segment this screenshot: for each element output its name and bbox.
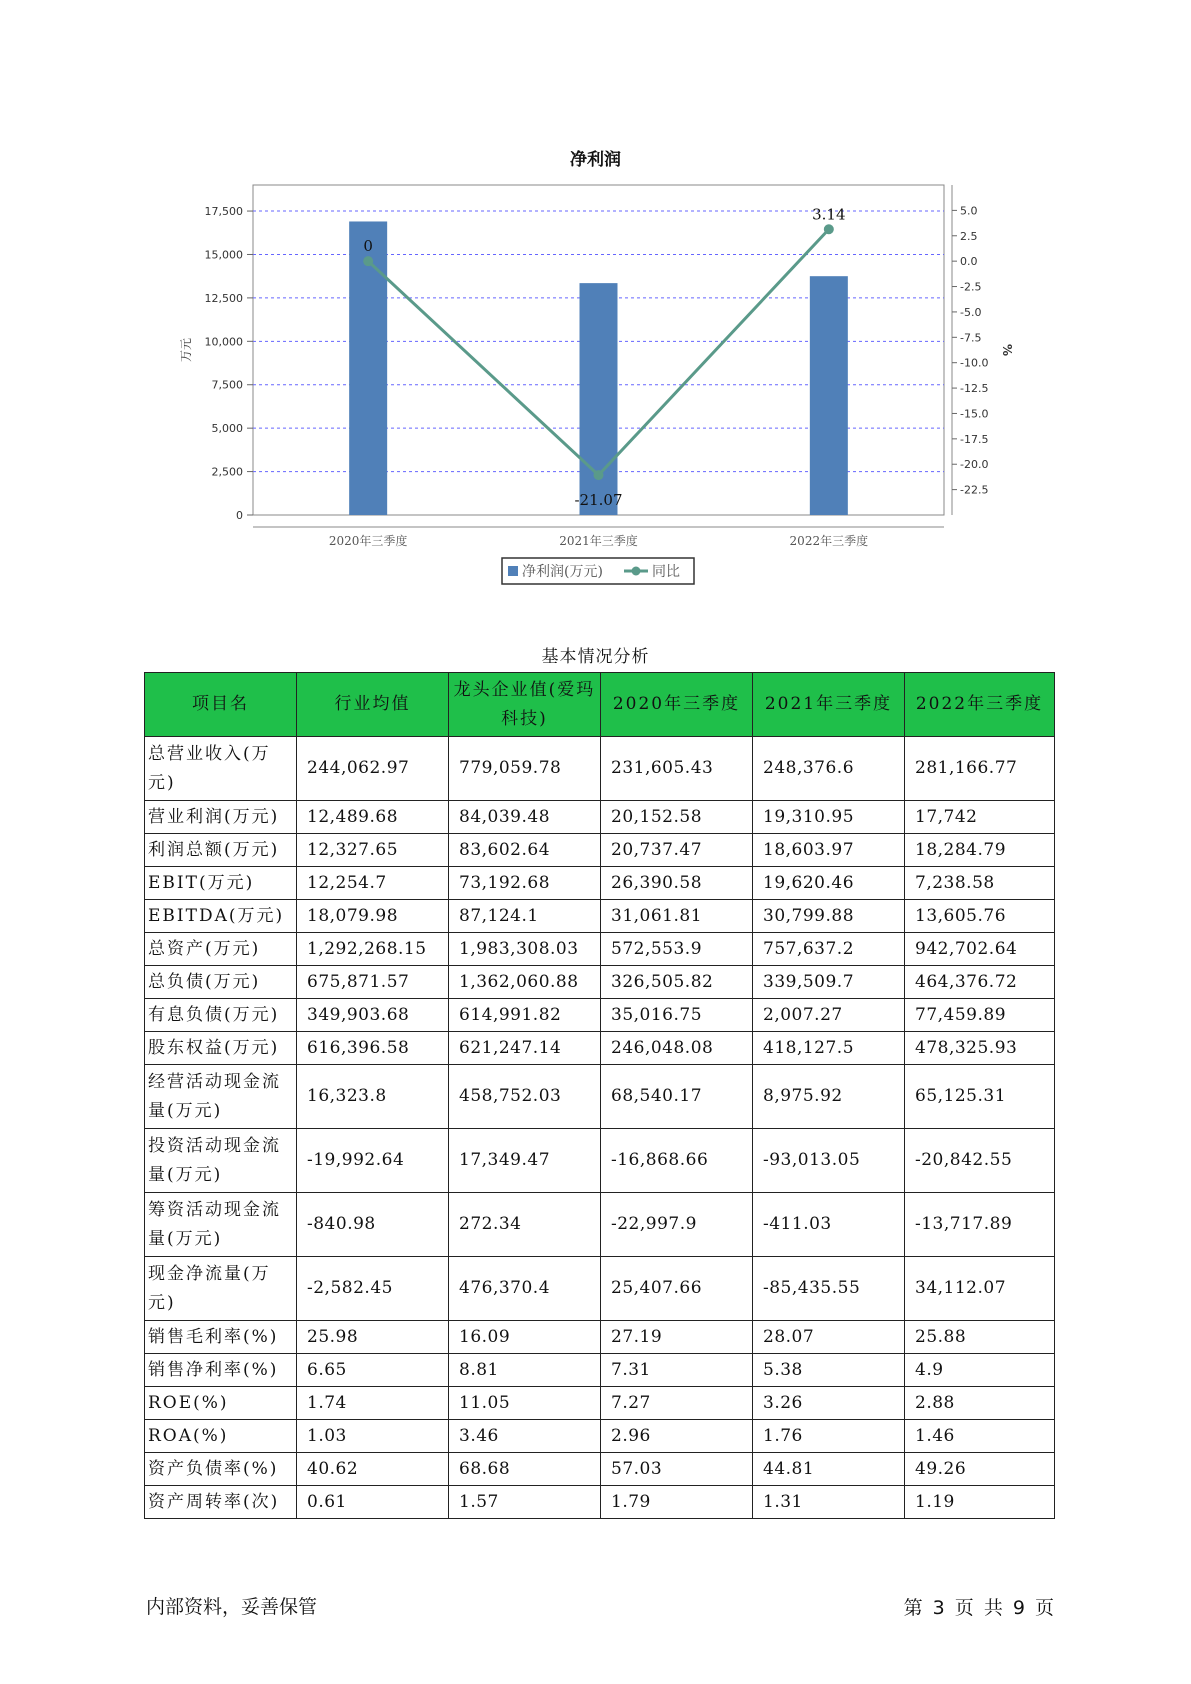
row-value-cell: -22,997.9 xyxy=(601,1193,753,1257)
row-item-name: 经营活动现金流量(万元) xyxy=(145,1065,297,1129)
row-value-cell: 13,605.76 xyxy=(905,900,1055,933)
table-row xyxy=(145,1486,1055,1519)
row-value-cell: 1.57 xyxy=(449,1486,601,1519)
row-value-cell: 20,152.58 xyxy=(601,801,753,834)
left-axis-tick-label: 2,500 xyxy=(211,465,243,479)
footer-page-number: 第 3 页 共 9 页 xyxy=(903,1597,1054,1619)
row-value-cell: 572,553.9 xyxy=(601,933,753,966)
row-value-cell: 12,254.7 xyxy=(297,867,449,900)
row-value-cell: 7.27 xyxy=(601,1387,753,1420)
row-value-cell: 1.76 xyxy=(753,1420,905,1453)
basic-analysis-table xyxy=(144,672,1055,1519)
table-row xyxy=(145,1065,1055,1129)
table-row xyxy=(145,999,1055,1032)
table-row xyxy=(145,867,1055,900)
row-value-cell: 1.03 xyxy=(297,1420,449,1453)
row-value-cell: 8,975.92 xyxy=(753,1065,905,1129)
table-row xyxy=(145,1354,1055,1387)
row-item-name: 利润总额(万元) xyxy=(145,834,297,867)
table-row xyxy=(145,1453,1055,1486)
row-value-cell: 1,362,060.88 xyxy=(449,966,601,999)
right-axis-tick-label: 5.0 xyxy=(960,204,978,218)
row-value-cell: -2,582.45 xyxy=(297,1257,449,1321)
right-axis-tick-label: -7.5 xyxy=(960,331,982,345)
row-value-cell: 458,752.03 xyxy=(449,1065,601,1129)
net-profit-chart xyxy=(0,0,1191,600)
row-value-cell: 942,702.64 xyxy=(905,933,1055,966)
row-value-cell: 2,007.27 xyxy=(753,999,905,1032)
row-value-cell: 16.09 xyxy=(449,1321,601,1354)
row-value-cell: 757,637.2 xyxy=(753,933,905,966)
row-value-cell: -20,842.55 xyxy=(905,1129,1055,1193)
table-row xyxy=(145,1032,1055,1065)
row-value-cell: 1,292,268.15 xyxy=(297,933,449,966)
row-value-cell: 779,059.78 xyxy=(449,737,601,801)
row-value-cell: 621,247.14 xyxy=(449,1032,601,1065)
right-axis-tick-label: -20.0 xyxy=(960,458,989,472)
row-item-name: 总负债(万元) xyxy=(145,966,297,999)
row-value-cell: 464,376.72 xyxy=(905,966,1055,999)
x-axis-tick-label: 2021年三季度 xyxy=(559,534,638,548)
row-value-cell: -840.98 xyxy=(297,1193,449,1257)
row-value-cell: 19,310.95 xyxy=(753,801,905,834)
right-axis-tick-label: -12.5 xyxy=(960,382,989,396)
row-value-cell: 28.07 xyxy=(753,1321,905,1354)
left-axis-title: 万元 xyxy=(179,337,193,363)
row-item-name: EBIT(万元) xyxy=(145,867,297,900)
yoy-point xyxy=(824,224,834,234)
row-value-cell: 35,016.75 xyxy=(601,999,753,1032)
row-value-cell: 5.38 xyxy=(753,1354,905,1387)
row-item-name: 资产周转率(次) xyxy=(145,1486,297,1519)
row-value-cell: 87,124.1 xyxy=(449,900,601,933)
table-header-row xyxy=(145,673,1055,737)
row-item-name: 投资活动现金流量(万元) xyxy=(145,1129,297,1193)
row-value-cell: 19,620.46 xyxy=(753,867,905,900)
row-value-cell: 8.81 xyxy=(449,1354,601,1387)
row-value-cell: 68.68 xyxy=(449,1453,601,1486)
row-value-cell: 11.05 xyxy=(449,1387,601,1420)
row-value-cell: 248,376.6 xyxy=(753,737,905,801)
row-value-cell: -13,717.89 xyxy=(905,1193,1055,1257)
row-value-cell: 49.26 xyxy=(905,1453,1055,1486)
row-value-cell: 77,459.89 xyxy=(905,999,1055,1032)
right-axis-tick-label: -5.0 xyxy=(960,305,982,319)
row-value-cell: -411.03 xyxy=(753,1193,905,1257)
row-value-cell: 2.96 xyxy=(601,1420,753,1453)
row-value-cell: 40.62 xyxy=(297,1453,449,1486)
left-axis-tick-label: 17,500 xyxy=(204,205,243,219)
row-value-cell: 20,737.47 xyxy=(601,834,753,867)
row-value-cell: 18,284.79 xyxy=(905,834,1055,867)
header-2021q3: 2021年三季度 xyxy=(753,673,905,737)
row-value-cell: 281,166.77 xyxy=(905,737,1055,801)
row-value-cell: 17,742 xyxy=(905,801,1055,834)
row-value-cell: 68,540.17 xyxy=(601,1065,753,1129)
row-value-cell: 1.19 xyxy=(905,1486,1055,1519)
left-axis-tick-label: 12,500 xyxy=(204,291,243,305)
table-row xyxy=(145,1420,1055,1453)
row-item-name: 股东权益(万元) xyxy=(145,1032,297,1065)
legend-line-marker xyxy=(632,567,641,576)
left-axis-tick-label: 0 xyxy=(236,509,243,522)
yoy-data-label: -21.07 xyxy=(574,491,623,510)
header-industry-avg: 行业均值 xyxy=(297,673,449,737)
row-value-cell: 73,192.68 xyxy=(449,867,601,900)
row-item-name: 筹资活动现金流量(万元) xyxy=(145,1193,297,1257)
row-value-cell: 3.26 xyxy=(753,1387,905,1420)
row-value-cell: 7.31 xyxy=(601,1354,753,1387)
row-value-cell: 17,349.47 xyxy=(449,1129,601,1193)
row-value-cell: 18,603.97 xyxy=(753,834,905,867)
row-value-cell: 6.65 xyxy=(297,1354,449,1387)
table-row xyxy=(145,834,1055,867)
row-value-cell: -16,868.66 xyxy=(601,1129,753,1193)
row-value-cell: 4.9 xyxy=(905,1354,1055,1387)
row-item-name: 销售净利率(%) xyxy=(145,1354,297,1387)
row-value-cell: 616,396.58 xyxy=(297,1032,449,1065)
yoy-data-label: 0 xyxy=(363,237,373,256)
table-row xyxy=(145,1257,1055,1321)
row-value-cell: 83,602.64 xyxy=(449,834,601,867)
row-value-cell: 476,370.4 xyxy=(449,1257,601,1321)
row-value-cell: -93,013.05 xyxy=(753,1129,905,1193)
row-value-cell: 675,871.57 xyxy=(297,966,449,999)
row-value-cell: 57.03 xyxy=(601,1453,753,1486)
right-axis-tick-label: 2.5 xyxy=(960,229,978,243)
row-item-name: ROE(%) xyxy=(145,1387,297,1420)
row-item-name: 总资产(万元) xyxy=(145,933,297,966)
row-value-cell: 614,991.82 xyxy=(449,999,601,1032)
table-row xyxy=(145,933,1055,966)
x-axis-tick-label: 2022年三季度 xyxy=(789,534,869,548)
row-value-cell: 65,125.31 xyxy=(905,1065,1055,1129)
row-value-cell: 34,112.07 xyxy=(905,1257,1055,1321)
right-axis-tick-label: -10.0 xyxy=(960,356,989,370)
row-item-name: 营业利润(万元) xyxy=(145,801,297,834)
legend-bar-swatch xyxy=(508,566,518,576)
header-2022q3: 2022年三季度 xyxy=(905,673,1055,737)
legend-line-label: 同比 xyxy=(652,564,680,580)
row-item-name: EBITDA(万元) xyxy=(145,900,297,933)
row-value-cell: 12,489.68 xyxy=(297,801,449,834)
row-value-cell: 0.61 xyxy=(297,1486,449,1519)
row-value-cell: 1.46 xyxy=(905,1420,1055,1453)
table-row xyxy=(145,966,1055,999)
row-value-cell: 231,605.43 xyxy=(601,737,753,801)
row-value-cell: 12,327.65 xyxy=(297,834,449,867)
row-value-cell: 1.31 xyxy=(753,1486,905,1519)
row-value-cell: 339,509.7 xyxy=(753,966,905,999)
row-value-cell: 326,505.82 xyxy=(601,966,753,999)
row-value-cell: 25.98 xyxy=(297,1321,449,1354)
net-profit-bar xyxy=(580,283,618,515)
row-item-name: 销售毛利率(%) xyxy=(145,1321,297,1354)
table-title: 基本情况分析 xyxy=(541,647,650,667)
row-value-cell: 25.88 xyxy=(905,1321,1055,1354)
row-value-cell: 26,390.58 xyxy=(601,867,753,900)
yoy-point xyxy=(594,470,604,480)
row-value-cell: 27.19 xyxy=(601,1321,753,1354)
row-value-cell: 478,325.93 xyxy=(905,1032,1055,1065)
footer-confidential-note: 内部资料，妥善保管 xyxy=(146,1596,318,1618)
right-axis-tick-label: -17.5 xyxy=(960,432,989,446)
row-value-cell: 18,079.98 xyxy=(297,900,449,933)
row-item-name: ROA(%) xyxy=(145,1420,297,1453)
table-row xyxy=(145,1193,1055,1257)
row-value-cell: 44.81 xyxy=(753,1453,905,1486)
left-axis-tick-label: 10,000 xyxy=(204,335,243,349)
row-value-cell: 272.34 xyxy=(449,1193,601,1257)
row-value-cell: 2.88 xyxy=(905,1387,1055,1420)
yoy-data-label: 3.14 xyxy=(812,205,846,224)
left-axis-tick-label: 5,000 xyxy=(211,422,243,436)
x-axis-tick-label: 2020年三季度 xyxy=(328,534,408,548)
row-value-cell: 30,799.88 xyxy=(753,900,905,933)
table-row xyxy=(145,900,1055,933)
right-axis-tick-label: -2.5 xyxy=(960,280,982,294)
row-value-cell: 25,407.66 xyxy=(601,1257,753,1321)
right-axis-title: % xyxy=(1000,343,1014,357)
right-axis-tick-label: -22.5 xyxy=(960,483,989,497)
legend-bar-label: 净利润(万元) xyxy=(522,564,603,580)
row-value-cell: 16,323.8 xyxy=(297,1065,449,1129)
header-2020q3: 2020年三季度 xyxy=(601,673,753,737)
row-item-name: 资产负债率(%) xyxy=(145,1453,297,1486)
table-row xyxy=(145,801,1055,834)
row-value-cell: 1.79 xyxy=(601,1486,753,1519)
row-value-cell: 31,061.81 xyxy=(601,900,753,933)
chart-title: 净利润 xyxy=(570,150,621,170)
left-axis-tick-label: 15,000 xyxy=(204,248,243,262)
row-value-cell: -19,992.64 xyxy=(297,1129,449,1193)
net-profit-bar xyxy=(810,276,848,515)
row-item-name: 有息负债(万元) xyxy=(145,999,297,1032)
row-value-cell: 246,048.08 xyxy=(601,1032,753,1065)
row-value-cell: 84,039.48 xyxy=(449,801,601,834)
row-value-cell: 349,903.68 xyxy=(297,999,449,1032)
row-value-cell: 244,062.97 xyxy=(297,737,449,801)
row-value-cell: 1.74 xyxy=(297,1387,449,1420)
right-axis-tick-label: -15.0 xyxy=(960,407,989,421)
right-axis-tick-label: 0.0 xyxy=(960,255,978,269)
left-axis-tick-label: 7,500 xyxy=(211,378,243,392)
header-leader-value: 龙头企业值(爱玛科技) xyxy=(449,673,601,737)
table-row xyxy=(145,737,1055,801)
row-value-cell: 418,127.5 xyxy=(753,1032,905,1065)
row-item-name: 现金净流量(万元) xyxy=(145,1257,297,1321)
row-value-cell: 1,983,308.03 xyxy=(449,933,601,966)
row-value-cell: -85,435.55 xyxy=(753,1257,905,1321)
table-row xyxy=(145,1129,1055,1193)
yoy-point xyxy=(363,256,373,266)
row-item-name: 总营业收入(万元) xyxy=(145,737,297,801)
row-value-cell: 3.46 xyxy=(449,1420,601,1453)
table-row xyxy=(145,1321,1055,1354)
header-item-name: 项目名 xyxy=(145,673,297,737)
table-row xyxy=(145,1387,1055,1420)
row-value-cell: 7,238.58 xyxy=(905,867,1055,900)
